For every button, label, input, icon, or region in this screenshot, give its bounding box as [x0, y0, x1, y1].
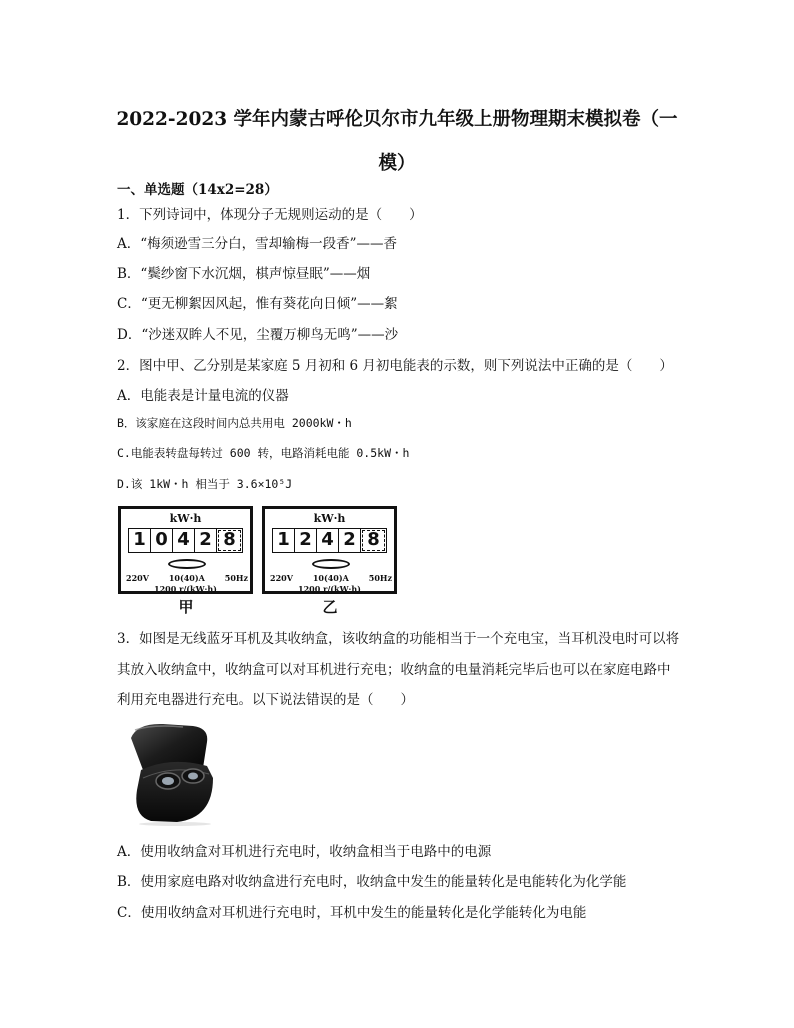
question-3-option-c: C．使用收纳盒对耳机进行充电时，耳机中发生的能量转化是化学能转化为电能	[117, 905, 587, 921]
question-3-option-b: B．使用家庭电路对收纳盒进行充电时，收纳盒中发生的能量转化是电能转化为化学能	[117, 874, 627, 890]
meter-current: 10(40)A	[312, 573, 349, 583]
meter-reading	[128, 528, 243, 553]
meter-digit-decimal: 8	[218, 530, 241, 551]
meter-voltage: 220V	[270, 573, 293, 583]
meter-unit: kW·h	[313, 512, 346, 525]
meter-digit: 4	[317, 529, 339, 552]
meter-label-jia: 甲	[178, 598, 194, 616]
meter-digit: 2	[195, 529, 217, 552]
meter-current: 10(40)A	[168, 573, 205, 583]
title-line-2: 模）	[378, 153, 416, 174]
meter-disk-icon	[312, 559, 350, 569]
meter-digit: 0	[151, 529, 173, 552]
meter-rate: 1200 r/(kW·h)	[298, 584, 361, 594]
question-2-option-d: D.该 1kW・h 相当于 3.6×10⁵J	[117, 477, 293, 491]
question-2-option-a: A．电能表是计量电流的仪器	[117, 388, 289, 404]
electric-meter-yi	[262, 506, 397, 594]
meter-label-yi: 乙	[322, 598, 338, 616]
question-1-option-c: C．“更无柳絮因风起，惟有葵花向日倾”——絮	[117, 296, 398, 312]
question-3-option-a: A．使用收纳盒对耳机进行充电时，收纳盒相当于电路中的电源	[117, 844, 492, 860]
meter-digit-decimal: 8	[362, 530, 385, 551]
meter-voltage: 220V	[126, 573, 149, 583]
meter-frequency: 50Hz	[368, 573, 392, 583]
meter-unit: kW·h	[169, 512, 202, 525]
question-2-stem: 2．图中甲、乙分别是某家庭 5 月初和 6 月初电能表的示数，则下列说法中正确的是（ ）	[117, 358, 673, 374]
meter-digit: 1	[273, 529, 295, 552]
question-1-option-d: D．“沙迷双眸人不见，尘覆万柳鸟无鸣”——沙	[117, 327, 399, 343]
question-1-stem: 1．下列诗词中，体现分子无规则运动的是（ ）	[117, 207, 423, 223]
meter-digit: 2	[339, 529, 361, 552]
meter-reading	[272, 528, 387, 553]
question-2-option-b: B．该家庭在这段时间内总共用电 2000kW・h	[117, 416, 352, 430]
meter-digit: 1	[129, 529, 151, 552]
electric-meter-jia	[118, 506, 253, 594]
title-line-1: 2022-2023 学年内蒙古呼伦贝尔市九年级上册物理期末模拟卷（一	[116, 109, 678, 130]
question-2-option-c: C.电能表转盘每转过 600 转，电路消耗电能 0.5kW・h	[117, 446, 410, 460]
meter-digit: 2	[295, 529, 317, 552]
question-3-stem-line-2: 其放入收纳盒中，收纳盒可以对耳机进行充电；收纳盒的电量消耗完毕后也可以在家庭电路中	[117, 662, 671, 678]
meter-digit: 4	[173, 529, 195, 552]
meter-frequency: 50Hz	[224, 573, 248, 583]
meter-specs	[270, 573, 392, 583]
question-3-stem-line-3: 利用充电器进行充电。以下说法错误的是（ ）	[117, 692, 414, 708]
meter-specs	[126, 573, 248, 583]
question-1-option-b: B．“鬓纱窗下水沉烟，棋声惊昼眠”——烟	[117, 266, 371, 282]
earbuds-case-image	[113, 718, 225, 826]
question-3-stem-line-1: 3．如图是无线蓝牙耳机及其收纳盒，该收纳盒的功能相当于一个充电宝，当耳机没电时可以将	[117, 631, 680, 647]
section-heading: 一、单选题（14x2=28）	[117, 182, 278, 198]
meter-rate: 1200 r/(kW·h)	[154, 584, 217, 594]
page-title	[100, 98, 694, 186]
meter-disk-icon	[168, 559, 206, 569]
question-1-option-a: A．“梅须逊雪三分白，雪却输梅一段香”——香	[117, 236, 398, 252]
